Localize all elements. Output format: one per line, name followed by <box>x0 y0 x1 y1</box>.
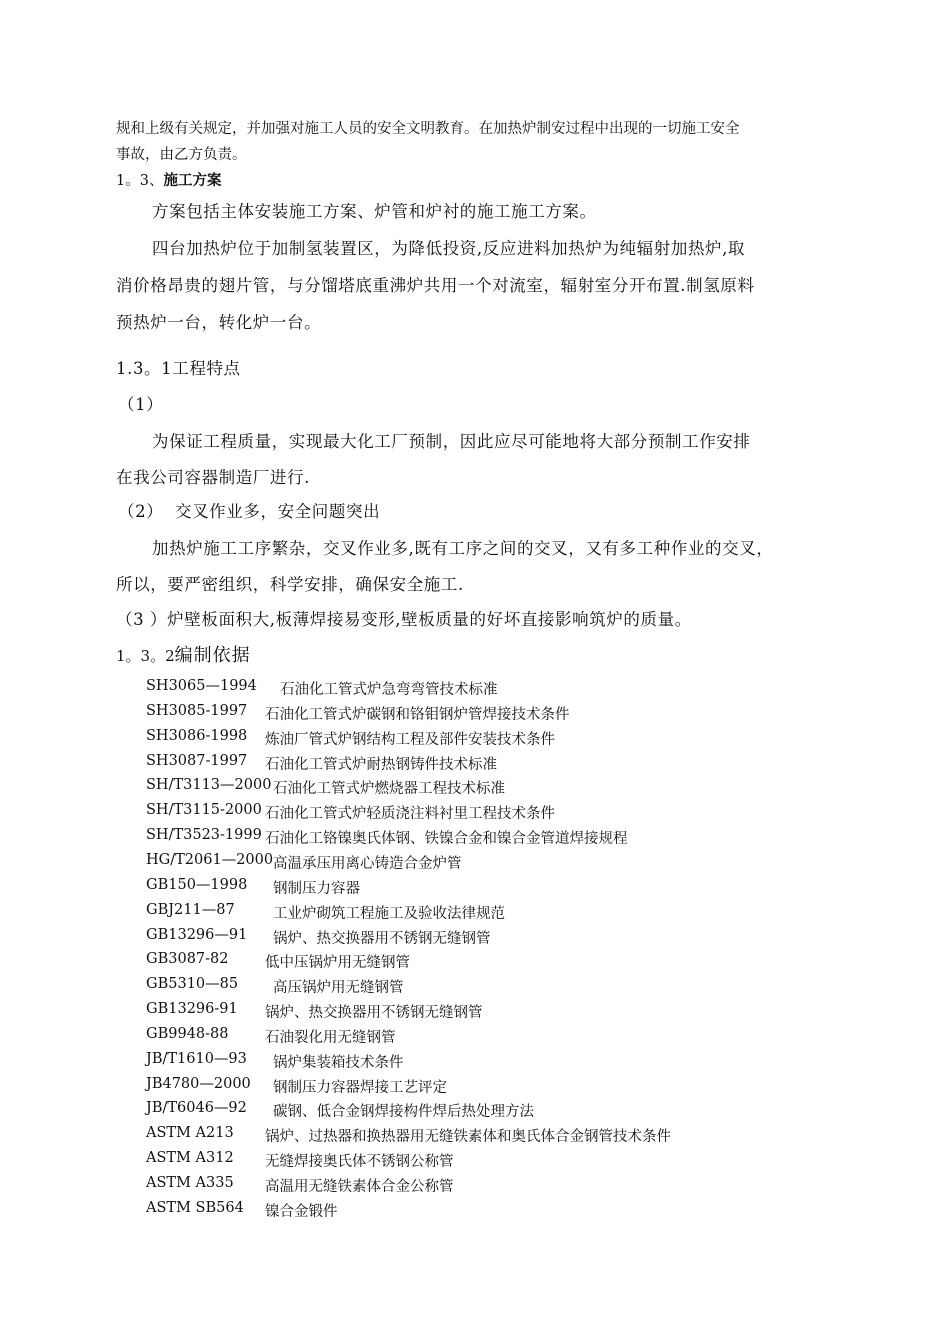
reference-title: 锅炉、过热器和换热器用无缝铁素体和奥氏体合金钢管技术条件 <box>265 1129 671 1146</box>
paragraph-line: 预热炉一台，转化炉一台。 <box>116 313 322 332</box>
reference-title: 碳钢、低合金钢焊接构件焊后热处理方法 <box>273 1104 534 1121</box>
paragraph-line: 为保证工程质量，实现最大化工厂预制，因此应尽可能地将大部分预制工作安排 <box>152 432 751 451</box>
reference-code: SH/T3115-2000 <box>146 802 262 819</box>
reference-title: 炼油厂管式炉钢结构工程及部件安装技术条件 <box>265 731 555 748</box>
reference-code: GB3087-82 <box>146 951 229 968</box>
section-title: 施工方案 <box>163 172 222 189</box>
reference-title: 锅炉、热交换器用不锈钢无缝钢管 <box>265 1005 483 1022</box>
paragraph: 方案包括主体安装施工方案、炉管和炉衬的施工施工方案。 <box>152 202 597 221</box>
reference-code: SH3087-1997 <box>146 752 248 769</box>
reference-code: SH3086-1998 <box>146 727 248 744</box>
reference-code: GB150—1998 <box>146 876 248 893</box>
reference-title: 石油化工管式炉轻质浇注料衬里工程技术条件 <box>265 806 555 823</box>
reference-title: 石油化工管式炉碳钢和铬钼钢炉管焊接技术条件 <box>265 706 570 723</box>
item-label: （2） 交叉作业多，安全问题突出 <box>118 502 381 521</box>
reference-title: 锅炉、热交换器用不锈钢无缝钢管 <box>273 930 491 947</box>
reference-title: 钢制压力容器 <box>273 880 360 897</box>
paragraph-line: 在我公司容器制造厂进行. <box>116 468 310 487</box>
paragraph-line: 四台加热炉位于加制氢装置区，为降低投资,反应进料加热炉为纯辐射加热炉,取 <box>152 239 746 258</box>
paragraph-line: 加热炉施工工序繁杂，交叉作业多,既有工序之间的交叉，又有多工种作业的交叉， <box>152 539 774 558</box>
intro-line-1: 规和上级有关规定，并加强对施工人员的安全文明教育。在加热炉制安过程中出现的一切施工安全 <box>116 121 740 137</box>
reference-code: ASTM A213 <box>146 1125 234 1142</box>
reference-title: 石油化工管式炉急弯弯管技术标准 <box>280 682 498 698</box>
reference-code: ASTM A312 <box>146 1150 234 1167</box>
reference-title: 石油化工铬镍奥氏体钢、铁镍合金和镍合金管道焊接规程 <box>265 831 628 848</box>
reference-title: 镍合金锻件 <box>265 1203 338 1220</box>
reference-code: SH3065—1994 <box>146 678 257 694</box>
item-label: （1） <box>118 395 164 414</box>
reference-title: 锅炉集装箱技术条件 <box>273 1054 404 1071</box>
section-number: 1。3。2 <box>116 647 175 665</box>
reference-code: SH/T3523-1999 <box>146 827 262 844</box>
reference-code: GB13296-91 <box>146 1001 238 1018</box>
intro-line-2: 事故，由乙方负责。 <box>116 147 247 163</box>
paragraph-line: 所以，要严密组织，科学安排，确保安全施工. <box>116 575 464 594</box>
section-number: 1。3、 <box>116 173 164 189</box>
reference-code: SH/T3113—2000 <box>146 777 272 794</box>
paragraph-line: 消价格昂贵的翅片管，与分馏塔底重沸炉共用一个对流室，辐射室分开布置.制氢原料 <box>116 276 755 295</box>
section-title: 编制依据 <box>174 645 251 666</box>
reference-code: JB/T1610—93 <box>146 1050 247 1067</box>
reference-code: JB/T6046—92 <box>146 1100 247 1117</box>
reference-title: 无缝焊接奥氏体不锈钢公称管 <box>265 1154 454 1171</box>
reference-title: 钢制压力容器焊接工艺评定 <box>273 1079 447 1096</box>
reference-code: JB4780—2000 <box>146 1075 251 1092</box>
reference-title: 工业炉砌筑工程施工及验收法律规范 <box>273 905 505 922</box>
reference-code: GB13296—91 <box>146 926 248 943</box>
section-heading-1-3-1: 1.3。1工程特点 <box>116 359 241 378</box>
reference-code: GBJ211—87 <box>146 901 235 918</box>
reference-title: 石油化工管式炉燃烧器工程技术标准 <box>273 781 505 798</box>
reference-code: ASTM A335 <box>146 1175 234 1191</box>
reference-code: GB5310—85 <box>146 976 239 993</box>
reference-title: 石油化工管式炉耐热钢铸件技术标准 <box>265 756 497 773</box>
section-heading-1-3-2 <box>116 641 251 667</box>
reference-title: 高温承压用离心铸造合金炉管 <box>273 855 462 872</box>
reference-code: ASTM SB564 <box>146 1199 244 1216</box>
reference-title: 高温用无缝铁素体合金公称管 <box>265 1179 454 1195</box>
section-heading-1-3 <box>116 169 221 190</box>
reference-title: 高压锅炉用无缝钢管 <box>273 980 404 997</box>
reference-code: SH3085-1997 <box>146 702 248 719</box>
reference-title: 石油裂化用无缝钢管 <box>265 1029 396 1046</box>
reference-code: GB9948-88 <box>146 1025 229 1042</box>
reference-title: 低中压锅炉用无缝钢管 <box>265 955 410 972</box>
paragraph-line: （3 ）炉壁板面积大,板薄焊接易变形,壁板质量的好坏直接影响筑炉的质量。 <box>116 610 692 629</box>
reference-code: HG/T2061—2000 <box>146 851 274 868</box>
